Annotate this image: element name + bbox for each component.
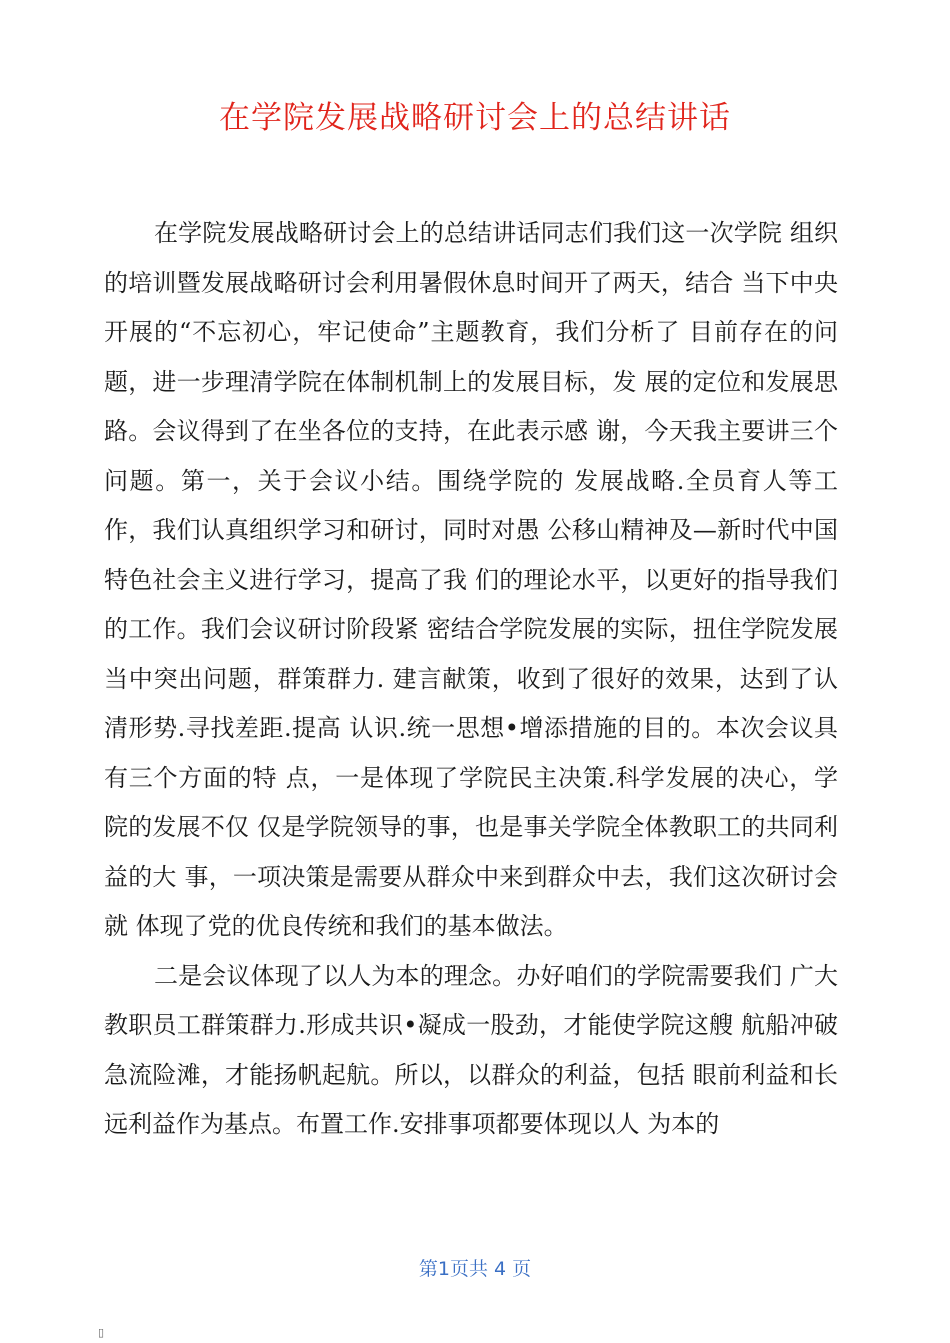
- body-paragraph-2: 二是会议体现了以人为本的理念。办好咱们的学院需要我们 广大教职员工群策群力.形成共识•凝成一股劲，才能使学院这艘 航船冲破急流险滩，才能扬帆起航。所以，以群众的利益，包括 眼前利益和长远利益作为基点。布置工作.安排事项都要体现以人 为本的: [104, 961, 838, 1138]
- corner-mark: ▯: [98, 1326, 105, 1339]
- body-paragraph-1: 在学院发展战略研讨会上的总结讲话同志们我们这一次学院 组织的培训暨发展战略研讨会利用暑假休息时间开了两天，结合 当下中央开展的“不忘初心，牢记使命”主题教育，我们分析了 目前存在的问题，进一步理清学院在体制机制上的发展目标，发 展的定位和发展思路。会议得到了在坐各位的支持，在此表示感 谢，今天我主要讲三个问题。第一，关于会议小结。围绕学院的 发展战略.全员育人等工作，我们认真组织学习和研讨，同时对愚 公移山精神及—新时代中国特色社会主义进行学习，提高了我 们的理论水平，以更好的指导我们的工作。我们会议研讨阶段紧 密结合学院发展的实际，扭住学院发展当中突出问题，群策群力. 建言献策，收到了很好的效果，达到了认清形势.寻找差距.提高 认识.统一思想•增添措施的目的。本次会议具有三个方面的特 点，一是体现了学院民主决策.科学发展的决心，学院的发展不仅 仅是学院领导的事，也是事关学院全体教职工的共同利益的大 事，一项决策是需要从群众中来到群众中去，我们这次研讨会就 体现了党的优良传统和我们的基本做法。: [104, 219, 838, 940]
- document-title: 在学院发展战略研讨会上的总结讲话: [219, 100, 731, 136]
- page-number-footer: 第1页共 4 页: [418, 1258, 532, 1280]
- document-body: [104, 209, 838, 1150]
